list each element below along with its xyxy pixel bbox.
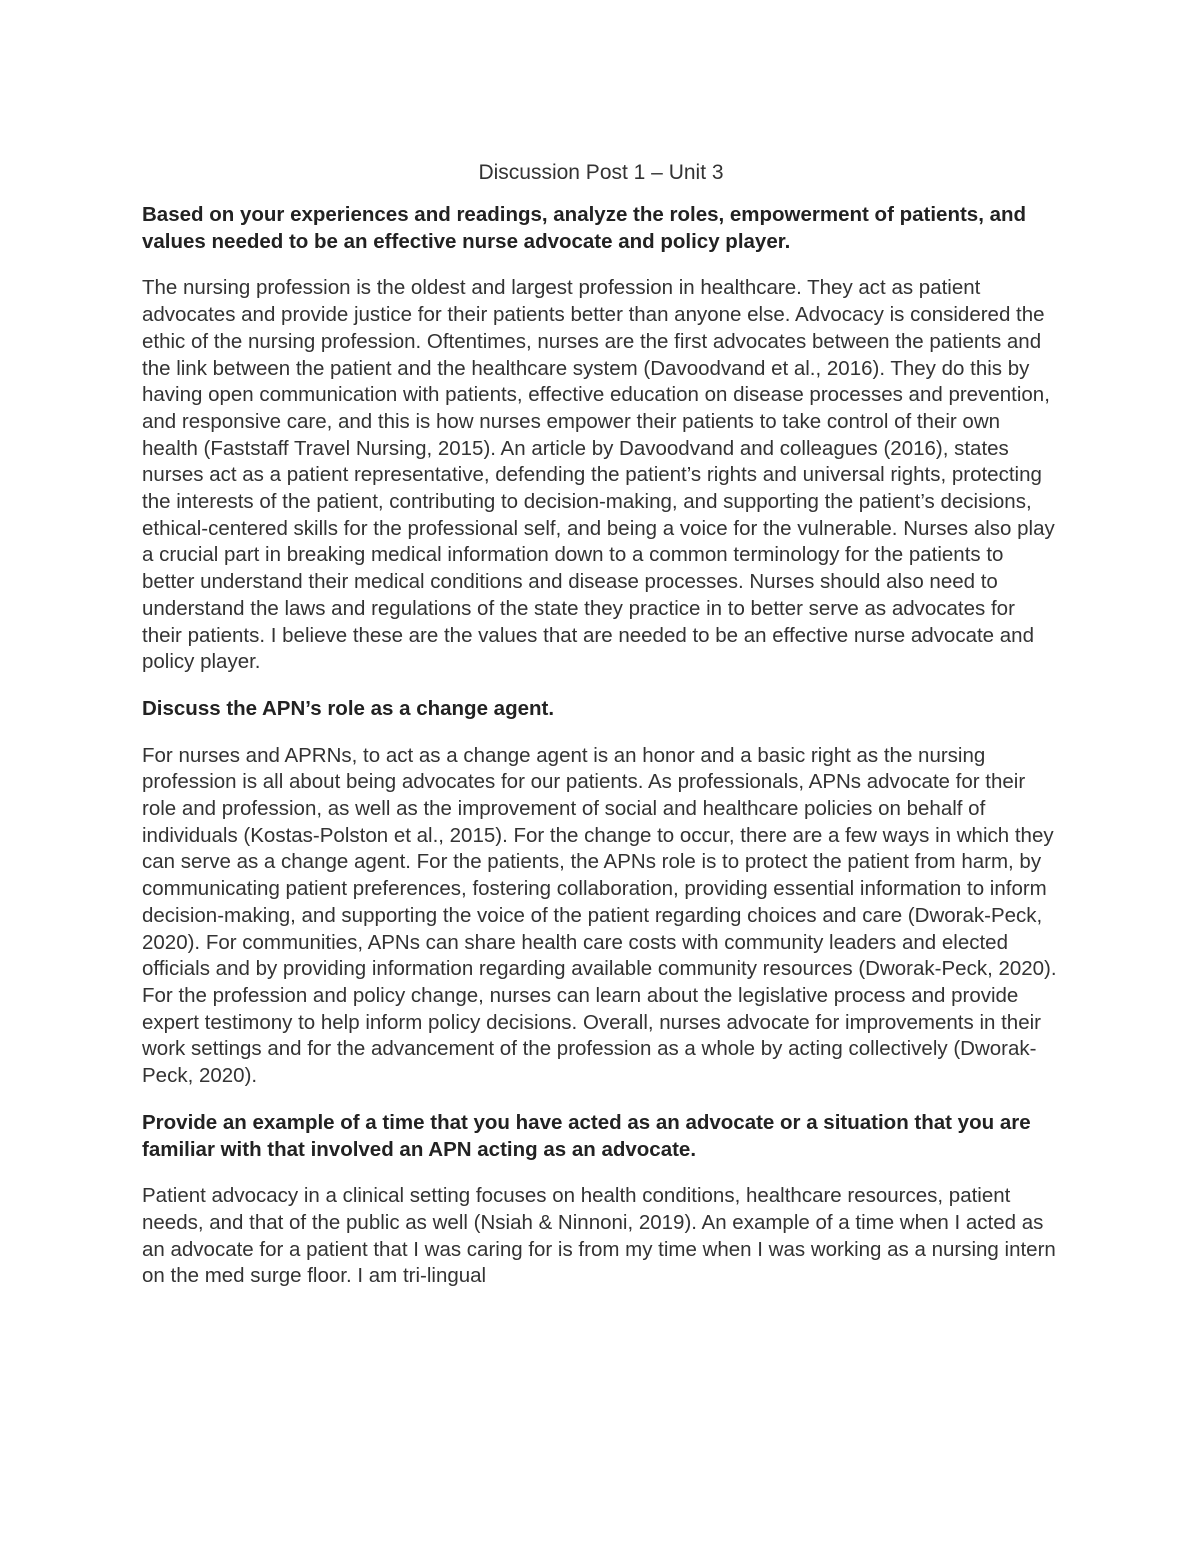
- document-title: Discussion Post 1 – Unit 3: [478, 161, 724, 184]
- answer-2: For nurses and APRNs, to act as a change agent is an honor and a basic right as the nursing profession is all about being advocates for our patients. As professionals, APNs advocate for their role and profession, as well as the improvement of social and healthcare policies on behalf of individuals (Kostas-Polston et al., 2015). For the change to occur, there are a few ways in which they can serve as a change agent. For the patients, the APNs role is to protect the patient from harm, by communicating patient preferences, fostering collaboration, providing essential information to inform decision-making, and supporting the voice of the patient regarding choices and care (Dworak-Peck, 2020). For communities, APNs can share health care costs with community leaders and elected officials and by providing information regarding available community resources (Dworak-Peck, 2020). For the profession and policy change, nurses can learn about the legislative process and provide expert testimony to help inform policy decisions. Overall, nurses advocate for improvements in their work settings and for the advancement of the profession as a whole by acting collectively (Dworak-Peck, 2020).: [142, 743, 1057, 1088]
- document-page: [142, 160, 1060, 1310]
- answer-1: The nursing profession is the oldest and largest profession in healthcare. They act as patient advocates and provide justice for their patients better than anyone else. Advocacy is considered the ethic of the nursing profession. Oftentimes, nurses are the first advocates between the patients and the link between the patient and the healthcare system (Davoodvand et al., 2016). They do this by having open communication with patients, effective education on disease processes and prevention, and responsive care, and this is how nurses empower their patients to take control of their own health (Faststaff Travel Nursing, 2015). An article by Davoodvand and colleagues (2016), states nurses act as a patient representative, defending the patient’s rights and universal rights, protecting the interests of the patient, contributing to decision-making, and supporting the patient’s decisions, ethical-centered skills for the professional self, and being a voice for the vulnerable. Nurses also play a crucial part in breaking medical information down to a common terminology for the patients to better understand their medical conditions and disease processes. Nurses should also need to understand the laws and regulations of the state they practice in to better serve as advocates for their patients. I believe these are the values that are needed to be an effective nurse advocate and policy player.: [142, 276, 1055, 674]
- question-2: Discuss the APN’s role as a change agent.: [142, 696, 555, 720]
- question-1: Based on your experiences and readings, analyze the roles, empowerment of patients, and values needed to be an effective nurse advocate and policy player.: [142, 203, 1027, 253]
- answer-3: Patient advocacy in a clinical setting focuses on health conditions, healthcare resources, patient needs, and that of the public as well (Nsiah & Ninnoni, 2019). An example of a time when I acted as an advocate for a patient that I was caring for is from my time when I was working as a nursing intern on the med surge floor. I am tri-lingual: [142, 1184, 1056, 1288]
- question-3: Provide an example of a time that you have acted as an advocate or a situation that you are familiar with that involved an APN acting as an advocate.: [142, 1110, 1031, 1161]
